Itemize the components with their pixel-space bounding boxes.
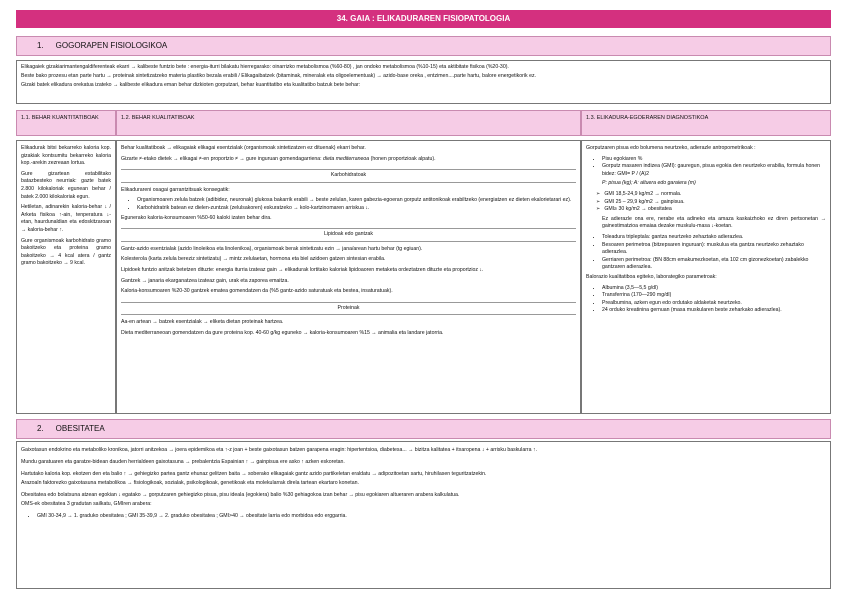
section-number: 1. [37, 41, 44, 50]
carbs-list [121, 197, 576, 212]
list-item: • Prealbumina, azken egun edo ordutako aldaketak neurtzeko. [602, 300, 826, 308]
list-item: ➢ GMI 25 – 29,9 kg/m2 → gainpisua. [596, 199, 826, 207]
paragraph: Obesitatea edo bolatsuna atzean egokian ↓ egatako → gorputzaren gehiegizko pisua, pisu ideala (egokiera) balio %30 gehiagokoa izan behar → pisu egokiaren altueraren arabera kalkulatua. [21, 492, 460, 498]
section-number: 2. [37, 424, 44, 433]
paragraph: Dieta mediterraneoan gomendatzen da gure proteina kop. 40-60 g/kg eguneko → kaloria-konsumoaren %15 → animalia eta landare jatorria. [121, 329, 444, 336]
obesity-grades-list [21, 512, 826, 520]
paragraph: Egunerako kaloria-konsumoaren %50-60 kaloki izaten behar dira. [121, 214, 272, 221]
list-item: • Toleadura tripleptala: gantza neurtzeko zehaztako adierazlea. [602, 234, 826, 242]
paragraph: Gure organismoak karbohidrato gramo bakoitzeko eta proteina gramo bakoitzeko → 4 kcal atera / gantz gramo bakoitzeko → 9 kcal. [21, 237, 111, 267]
paragraph: Aa-en artean → batzek esentzialak → eliketa dietan proteinak hartzea. [121, 319, 284, 326]
paragraph: Behar kualitatiboak → elikagaiak elikagai esentzialak (organismoak sintetizatzen ez dituenak) ekarri behar. [121, 145, 366, 151]
list-item: ➢ GMI 18,5-24,9 kg/m2 → normala. [596, 191, 826, 199]
column-heading-quantitative: 1.1. BEHAR KUANTITATIBOAK [16, 110, 116, 136]
column-qualitative [116, 140, 581, 414]
paragraph: Gaixotasun endokrino eta metaboliko kronikoa, jatorri anitzekoa → joera epidemikoa eta ↑-z joan + beste gaixotasun batzen garapena eragin: hipertentsioa, diabetesa... → bizitza kalitatea + itxaropena ↓ + arrisku baskularra ↑. [21, 447, 538, 453]
paragraph: Kolesterola (karta zelula bereziz sintetizatu) → mintz zelulaetan, hormona eta biel azidoen gatzen sintesian erabila. [121, 256, 386, 263]
section-heading-obesity [16, 419, 831, 439]
column-heading-diagnosis: 1.3. ELIKADURA-EGOERAREN DIAGNOSTIKOA [581, 110, 831, 136]
column-diagnosis [581, 140, 831, 414]
list-item: • 24 orduko kreatinina gernuan (masa muskularen beste zeharkako adierazlea). [602, 307, 826, 315]
paragraph: Ez adierazle ona ere, nerabe eta adineko eta amaza kaskaizhoko ez diren pertsonetan → gainestimatzioa emaiaa dezake muskulu-masa ↓-koetan. [602, 215, 826, 230]
paragraph: Hetiletan, adinarekin kaloria-behar ↓ / Arketa fisikoa ↑-ain, tenperatura ↓-etan, haurdunaldian eta edoskitzaroan → kaloria-behar ↑. [21, 204, 111, 233]
subheading-lipids: Lipidoak edo gantzak [121, 228, 576, 242]
section-heading-physiology [16, 36, 831, 56]
page-title: 34. GAIA : ELIKADURAREN FISIOPATOLOGIA [16, 10, 831, 28]
paragraph: Elikadurareni osagai garrantzitsuak konsegatik: [121, 186, 230, 193]
list-item: • GMI 30-34,9 → 1. graduko obesitatea ; GMI 35-39,9 → 2. graduko obesitatea ; GMI>40 → obesitate larria edo morbidoa edo erggarria. [37, 512, 826, 520]
diet-name: dieta mediterraneoa [323, 155, 370, 162]
lab-list [586, 285, 826, 315]
measures-list [586, 234, 826, 272]
paragraph: Gantzek → janaria ekarganatzea izateaz gain, urak eta zaporea emaitza. [121, 277, 289, 284]
paragraph: Hartutako kaloria kop. ekotzen den eta balio ↑ → gehiegizko partea gantz ehunaz gelitzen baita → soberako elikagaiak gantz azido partikeletan eraldatu → adipozitoetan sartu, hiruhilasen teguritzatzekin. [21, 471, 487, 477]
text: Gizarte ≠-etako dietek → elikagai ≠-en proportzio ≠ → gure inguruan gomendagarriena: [121, 155, 322, 162]
bmi-list [586, 191, 826, 214]
intro-paragraph: Elikagaiek gizakiarimantengaldiferenteak ekarri → kalibeste funtzio bete : energia-iturri bilakatu hierregarako: oinarrizko metabolismoa (%60-80) , jan ondoko metabolismoa (%10-15) eta aktibitate fisikoa (%20-30). [21, 64, 509, 70]
formula-text: P: pisua (kg); A: altuera edo garaiera (m) [602, 180, 696, 187]
paragraph: Arazoaln faktorezko gaixotasuna metabolikoa → fisiologikoak, sozialak, psikologikoak, genetikoak eta molekularrak direla tartean ekartaro konetan. [21, 480, 359, 486]
anthropometric-list [586, 156, 826, 179]
list-item: • Albumina (3,5—5,5 g/dl) [602, 285, 826, 293]
list-item: ➢ GMI≥ 30 kg/m2 → obesitatea [596, 206, 826, 214]
obesity-box [16, 441, 831, 589]
intro-paragraph: Beste bako prozesu etan parte hartu → proteinak sintetizatzeko materia plastiko bezala erabili / Elikagaibatzek (bitaminak, mineralak eta oligoelementuak) → azido-base oreka , entzimen....parte hartu, balore energetikorik ez. [21, 73, 536, 80]
section-label: OBESITATEA [55, 424, 105, 433]
list-item: • Organismoaren zelula batzek (adibidez, neuronak) glukosa bakarrik erabili → beste zelulan, karen gabezia-egoeran gorputz antitonikoak erabiltzeko (energiatzen ez dieten ekalorietarari ez). [137, 197, 576, 205]
paragraph: Lipidoek funtzio anitzak betetzen dituzte: energia iturria izateaz gain → elikadurak lortitako kaloriak lipidoaoren metaketa ordeztatzen dituzte eta proportzioz ↓. [121, 266, 484, 273]
list-item: • Besoaren perimetroa (bitzepsaren inguruan): muskulua eta gantza neurtzeko zehaztako adierazlea. [602, 242, 826, 257]
section-label: GOGORAPEN FISIOLOGIKOA [55, 41, 168, 50]
text: (honen proportzioak alpatu). [370, 155, 436, 162]
list-item: • Pisu egokiaren % [602, 156, 826, 164]
paragraph: Gorputzaren pisua edo bolumena neurtzeko, adierazle antropometrikoak : [586, 145, 756, 151]
list-item: • Gorputz masaren indizea (GMI): gauregun, pisua egokia den neurtzeko erabilia, formula honen bidez: GMI= P / (A)2 [602, 163, 826, 178]
list-item: • Karbohidratrik batean ez dielen-zuntzak (zelulsakoren) eskuratzeko → kolo-kartzinomaren arriskua ↓. [137, 205, 576, 213]
paragraph [121, 156, 576, 164]
list-item: • Gerriaren perimetroa: (BN 88cm emakumezkoetan, eta 102 cm gizonezkoetan) zabalekko gantzaren adierazlea. [602, 257, 826, 272]
paragraph: Kaloria-konsumoaren %20-30 gantzek ematea gomendatzen da (%5 gantz-azido saturatuak eta bestea, insaturatuak). [121, 288, 393, 295]
column-heading-qualitative: 1.2. BEHAR KUALITATIBOAK [116, 110, 581, 136]
subheading-proteins: Proteinak [121, 302, 576, 316]
paragraph: Elikadurak bitxi bekarreko kaloria kop. gizakiak kontsumitu bekarreko kaloria kop.-arekin zezreaan lortua. [21, 145, 111, 167]
list-item: • Transferrina (170—290 mg/dl) [602, 292, 826, 300]
paragraph: Mundu garatuaren eta garatze-bidean dauden herrialdeen gaixotasuna → prebalentzia Espainian ↑ → gainpisua ere asko ↑ azken eskoretan. [21, 459, 345, 465]
intro-box [16, 60, 831, 104]
paragraph: Gantz-azido esentzialak (azido linoleikoa eta linolenikoa), organismoak berak sintetizatu ezin → jana/arean hartu behar (tg egiuan). [121, 245, 423, 252]
formula-legend [602, 180, 826, 188]
intro-paragraph: Gizaki batek elikadura orekatua izateko → kalibeste elikadura eman behar dizkioten gorputzari, behar kuantitatibo eta kualitatibo batzuk bete behar: [21, 82, 361, 89]
paragraph: Balorazio kualitatiboa egiteko, laborategiko parametroak: [586, 273, 717, 280]
paragraph: Gure gizartean estabilitako batazbesteko neurriak: gazte batek 2.800 kilokaloriak egunean behar / batek 2.000 kilokaloriak egun. [21, 170, 111, 200]
paragraph: OMS-ek obesitatea 3 gradutan sailkatu, GMIren arabera: [21, 501, 152, 507]
column-quantitative [16, 140, 116, 414]
subheading-carbohydrates: Karbohidratoak [121, 169, 576, 183]
